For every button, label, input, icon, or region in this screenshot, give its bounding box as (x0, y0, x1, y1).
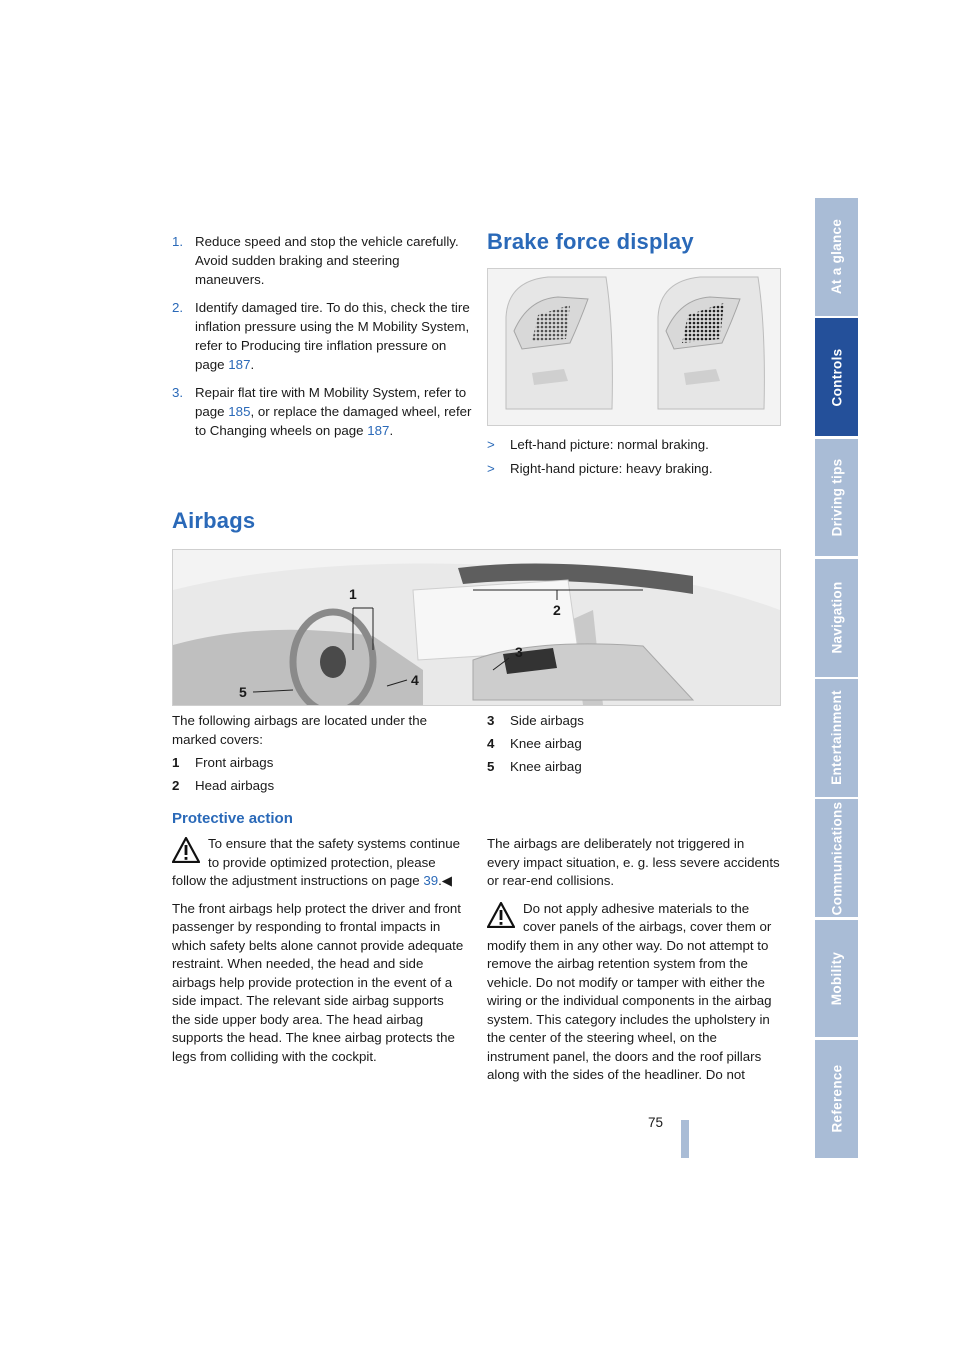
warning-triangle-icon (487, 902, 515, 928)
airbag-legend-left: The following airbags are located under the marked covers: 1 Front airbags 2 Head airbags (172, 711, 472, 795)
tab-navigation[interactable]: Navigation (815, 559, 858, 677)
page-link[interactable]: 185 (228, 404, 251, 419)
airbags-heading: Airbags (172, 508, 256, 533)
page-link[interactable]: 187 (228, 357, 251, 372)
step-item: 1. Reduce speed and stop the vehicle carefully. Avoid sudden braking and steering maneuvers. (172, 234, 459, 287)
airbag-locations-figure (172, 549, 781, 706)
page-number: 75 (648, 1115, 664, 1130)
flat-tire-steps (172, 232, 472, 449)
page-marker-bar (681, 1120, 689, 1158)
protective-right-column: The airbags are deliberately not triggered in every impact situation, e. g. less severe accidents or rear-end collisions. Do not apply adhesive materials to the cover panels of the airbags, cover them or modify them in any other way. Do not attempt to remove the airbag retention system from the vehicle. Do not modify or tamper with either the wiring or the individual components in the airbag system. This category includes the upholstery in the center of the steering wheel, on the instrument panel, the doors and the roof pillars along with the sides of the headliner. Do not (487, 835, 780, 1094)
tab-reference[interactable]: Reference (815, 1040, 858, 1158)
legend-item: 3 Side airbags (487, 713, 584, 728)
list-item: > Left-hand picture: normal braking. (487, 437, 709, 452)
tab-communications[interactable]: Communications (815, 799, 858, 917)
callout-1: 1 (349, 586, 357, 602)
callout-2: 2 (553, 602, 561, 618)
legend-item: 4 Knee airbag (487, 736, 582, 751)
tab-controls[interactable]: Controls (815, 318, 858, 436)
tab-entertainment[interactable]: Entertainment (815, 679, 858, 797)
protective-action-heading: Protective action (172, 810, 293, 827)
legend-item: 5 Knee airbag (487, 759, 582, 774)
brake-lights-figure (487, 268, 781, 426)
warning-note-1: To ensure that the safety systems continue to provide optimized protection, please follow the adjustment instructions on page 39.◀ (172, 836, 461, 888)
list-item: > Right-hand picture: heavy braking. (487, 461, 713, 476)
brake-force-heading: Brake force display (487, 229, 694, 254)
tab-driving-tips[interactable]: Driving tips (815, 439, 858, 557)
tab-at-a-glance[interactable]: At a glance (815, 198, 858, 316)
tab-mobility[interactable]: Mobility (815, 920, 858, 1038)
page-link[interactable]: 187 (367, 423, 390, 438)
airbag-legend-right (487, 711, 787, 776)
legend-item: 1 Front airbags (172, 755, 274, 770)
protective-left-column: To ensure that the safety systems continue to provide optimized protection, please follow the adjustment instructions on page 39.◀ The front airbags help protect the driver and front passenger by responding to frontal impacts in which safety belts alone cannot provide adequate restraint. When needed, the head and side airbags help provide protection in the event of a side impact. The relevant side airbag supports the side upper body area. The head airbag supports the head. The knee airbag protects the legs from colliding with the cockpit. (172, 836, 464, 1064)
brake-lights-illustration (488, 269, 780, 425)
callout-4: 4 (411, 672, 419, 688)
step-item: 3. Repair flat tire with M Mobility System, refer to page 185, or replace the damaged wheel, refer to Changing wheels on page 187. (172, 385, 472, 438)
warning-note-2: Do not apply adhesive materials to the cover panels of the airbags, cover them or modify them in any other way. Do not attempt to remove the airbag retention system from the vehicle. Do not modify or tamper with either the wiring or the individual components in the airbag system. This category includes the upholstery in the center of the steering wheel, on the instrument panel, the doors and the roof pillars along with the sides of the headliner. Do not (487, 900, 772, 1082)
step-item: 2. Identify damaged tire. To do this, check the tire inflation pressure using the M Mobility System, refer to Producing tire inflation pressure on page 187. (172, 300, 470, 372)
brake-bullets (487, 435, 787, 483)
warning-triangle-icon (172, 837, 200, 863)
chapter-tabs (815, 198, 858, 1160)
car-interior-illustration (173, 550, 780, 705)
callout-5: 5 (239, 684, 247, 700)
page-link[interactable]: 39 (423, 873, 439, 888)
callout-3: 3 (515, 644, 523, 660)
legend-item: 2 Head airbags (172, 778, 275, 793)
